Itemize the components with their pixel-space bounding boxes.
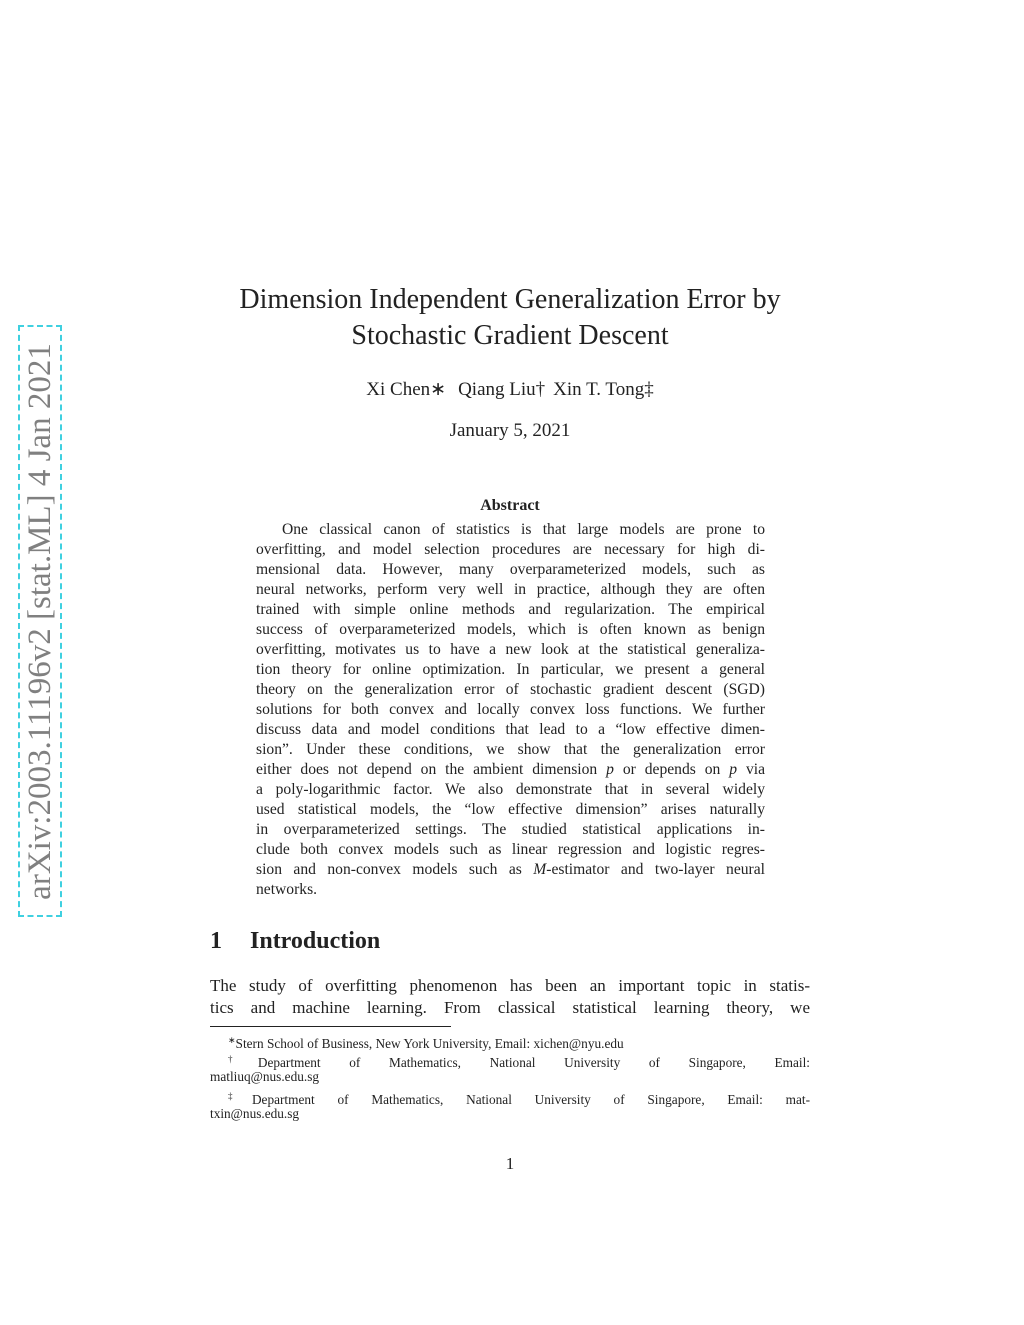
title-line-2: Stochastic Gradient Descent [351,320,669,351]
intro-line: The study of overfitting phenomenon has been an important topic in statis- [210,976,810,995]
abstract-line: sion and non-convex models such as M-estimator and two-layer neural [256,861,765,878]
intro-line: tics and machine learning. From classical statistical learning theory, we [210,998,810,1017]
abstract-line: overfitting, and model selection procedures are necessary for high di- [256,541,765,558]
author-list [210,378,810,401]
abstract-line: used statistical models, the “low effective dimension” arises naturally [256,801,765,818]
footnote-1 [210,1031,810,1050]
publication-date: January 5, 2021 [449,420,571,441]
page-number: 1 [505,1154,515,1173]
footnote-3-text: Department of Mathematics, National University of Singapore, Email: mat- [251,1091,810,1107]
abstract-line: discuss data and model conditions that lead to a “low effective dimen- [256,721,765,738]
abstract-line: clude both convex models such as linear regression and logistic regres- [256,841,765,858]
section-title: Introduction [250,928,381,954]
abstract-line: trained with simple online methods and regularization. The empirical [256,601,765,618]
section-number: 1 [210,928,222,954]
footnote-2-line-1 [210,1050,810,1069]
abstract-body [256,520,765,900]
abstract-line: solutions for both convex and locally convex loss functions. We further [256,701,765,718]
footnote-3-line-2: txin@nus.edu.sg [210,1106,300,1121]
abstract-line: neural networks, perform very well in practice, although they are often [256,581,765,598]
abstract-line: mensional data. However, many overparameterized models, such as [256,561,765,578]
footnotes [210,1031,810,1124]
abstract-line: success of overparameterized models, which is often known as benign [256,621,765,638]
introduction-body [210,975,810,1019]
footnote-2-mark: † [228,1053,258,1064]
abstract-line: theory on the generalization error of stochastic gradient descent (SGD) [256,681,765,698]
footnote-3-line-1 [210,1087,810,1106]
footnote-1-mark: ∗ [228,1035,236,1045]
author-qiang-liu: Qiang Liu† [458,379,546,400]
arxiv-identifier-text: arXiv:2003.11196v2 [stat.ML] 4 Jan 2021 [21,342,58,900]
author-xi-chen: Xi Chen∗ [366,379,447,400]
math-symbol: M [533,861,547,878]
math-symbol: p [606,761,614,778]
paper-title [210,282,810,354]
abstract-line: networks. [256,881,318,898]
abstract-line: a poly-logarithmic factor. We also demonstrate that in several widely [256,781,765,798]
abstract-line: either does not depend on the ambient dimension p or depends on p via [256,761,766,778]
footnote-divider [210,1026,451,1027]
title-line-1: Dimension Independent Generalization Error by [239,284,781,315]
abstract-line: tion theory for online optimization. In particular, we present a general [256,661,765,678]
abstract-line: in overparameterized settings. The studied statistical applications in- [256,821,765,838]
math-symbol: p [729,761,738,778]
abstract-line: sion”. Under these conditions, we show that the generalization error [256,741,765,758]
footnote-1-text: Stern School of Business, New York University, Email: xichen@nyu.edu [235,1036,624,1051]
abstract-line: overfitting, motivates us to have a new look at the statistical generaliza- [256,641,765,658]
footnote-2-text: Department of Mathematics, National University of Singapore, Email: [257,1054,810,1070]
section-heading-introduction [210,928,610,955]
abstract-heading: Abstract [480,497,540,514]
abstract-line: One classical canon of statistics is that large models are prone to [282,521,765,538]
arxiv-identifier-stamp [18,325,62,917]
footnote-3-mark: ‡ [228,1090,252,1101]
author-xin-tong: Xin T. Tong‡ [553,379,654,400]
footnote-2-line-2: matliuq@nus.edu.sg [210,1069,320,1084]
